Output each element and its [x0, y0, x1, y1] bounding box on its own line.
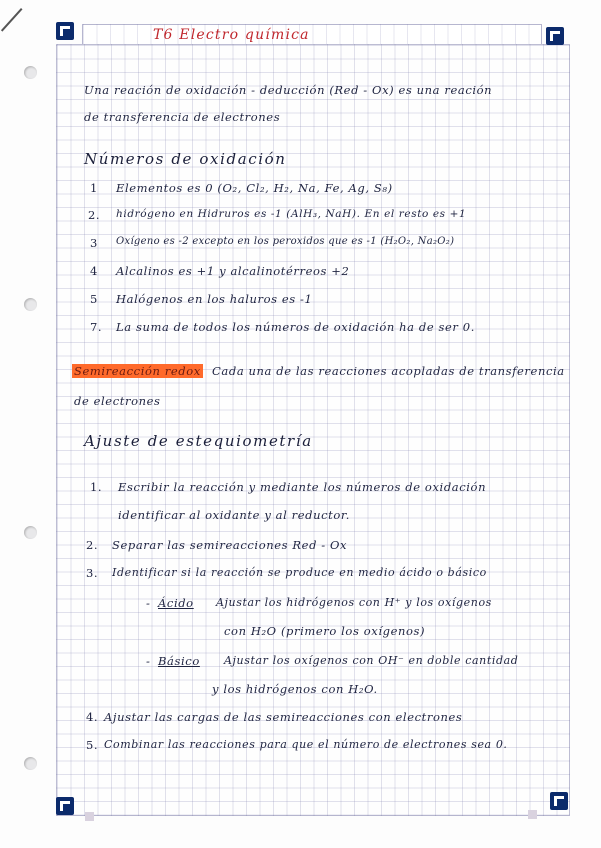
step-1a: Escribir la reacción y mediante los números de oxidación: [118, 480, 487, 494]
highlighted-term: Semireacción redox: [74, 364, 201, 378]
definition-line-1: Cada una de las reacciones acopladas de transferencia: [212, 364, 565, 378]
step-4: Ajustar las cargas de las semireacciones con electrones: [104, 710, 463, 724]
list-item: Elementos es 0 (O₂, Cl₂, H₂, Na, Fe, Ag, S₈): [116, 181, 393, 195]
step-1b: identificar al oxidante y al reductor.: [118, 508, 351, 522]
small-square: [85, 812, 94, 821]
corner-marker-icon: [56, 797, 74, 815]
intro-line-1: Una reación de oxidación - deducción (Red - Ox) es una reación: [84, 83, 493, 97]
list-number: 1.: [90, 480, 103, 494]
section-heading-oxidation: Números de oxidación: [84, 150, 287, 168]
list-item: Alcalinos es +1 y alcalinotérreos +2: [116, 264, 350, 278]
binder-hole: [24, 757, 37, 770]
basico-label: Básico: [158, 654, 200, 668]
list-item: La suma de todos los números de oxidación ha de ser 0.: [116, 320, 475, 334]
list-number: 5.: [86, 738, 99, 752]
list-number: 2.: [86, 538, 99, 552]
acido-line-1: Ajustar los hidrógenos con H⁺ y los oxígenos: [216, 596, 492, 609]
definition-line-2: de electrones: [74, 394, 161, 408]
list-item: Oxígeno es -2 excepto en los peroxidos que es -1 (H₂O₂, Na₂O₂): [116, 236, 455, 247]
list-number: 3.: [86, 566, 99, 580]
list-number: 4: [90, 264, 98, 278]
acido-line-2: con H₂O (primero los oxígenos): [224, 624, 426, 638]
list-number: 1: [90, 181, 98, 195]
intro-line-2: de transferencia de electrones: [84, 110, 281, 124]
basico-line-2: y los hidrógenos con H₂O.: [212, 682, 378, 696]
corner-marker-icon: [56, 22, 74, 40]
binder-hole: [24, 66, 37, 79]
list-number: 5: [90, 292, 98, 306]
basico-line-1: Ajustar los oxígenos con OH⁻ en doble cantidad: [224, 654, 519, 667]
binder-hole: [24, 526, 37, 539]
list-item: Halógenos en los haluros es -1: [116, 292, 313, 306]
small-square: [528, 810, 537, 819]
corner-marker-icon: [546, 27, 564, 45]
page-title: T6 Electro química: [153, 27, 310, 43]
step-2: Separar las semireacciones Red - Ox: [112, 538, 348, 552]
list-item: hidrógeno en Hidruros es -1 (AlH₃, NaH). En el resto es +1: [116, 208, 467, 220]
step-5: Combinar las reacciones para que el número de electrones sea 0.: [104, 738, 508, 751]
corner-marker-icon: [550, 792, 568, 810]
list-number: 3: [90, 236, 98, 250]
section-heading-ajuste: Ajuste de estequiometría: [84, 432, 313, 450]
list-number: 4.: [86, 710, 99, 724]
dash: -: [146, 654, 151, 668]
list-number: 7.: [90, 320, 103, 334]
acido-label: Ácido: [158, 596, 194, 610]
step-3: Identificar si la reacción se produce en medio ácido o básico: [112, 566, 487, 579]
list-number: 2.: [88, 208, 101, 222]
pen-mark: [1, 8, 23, 32]
dash: -: [146, 596, 151, 610]
binder-hole: [24, 298, 37, 311]
